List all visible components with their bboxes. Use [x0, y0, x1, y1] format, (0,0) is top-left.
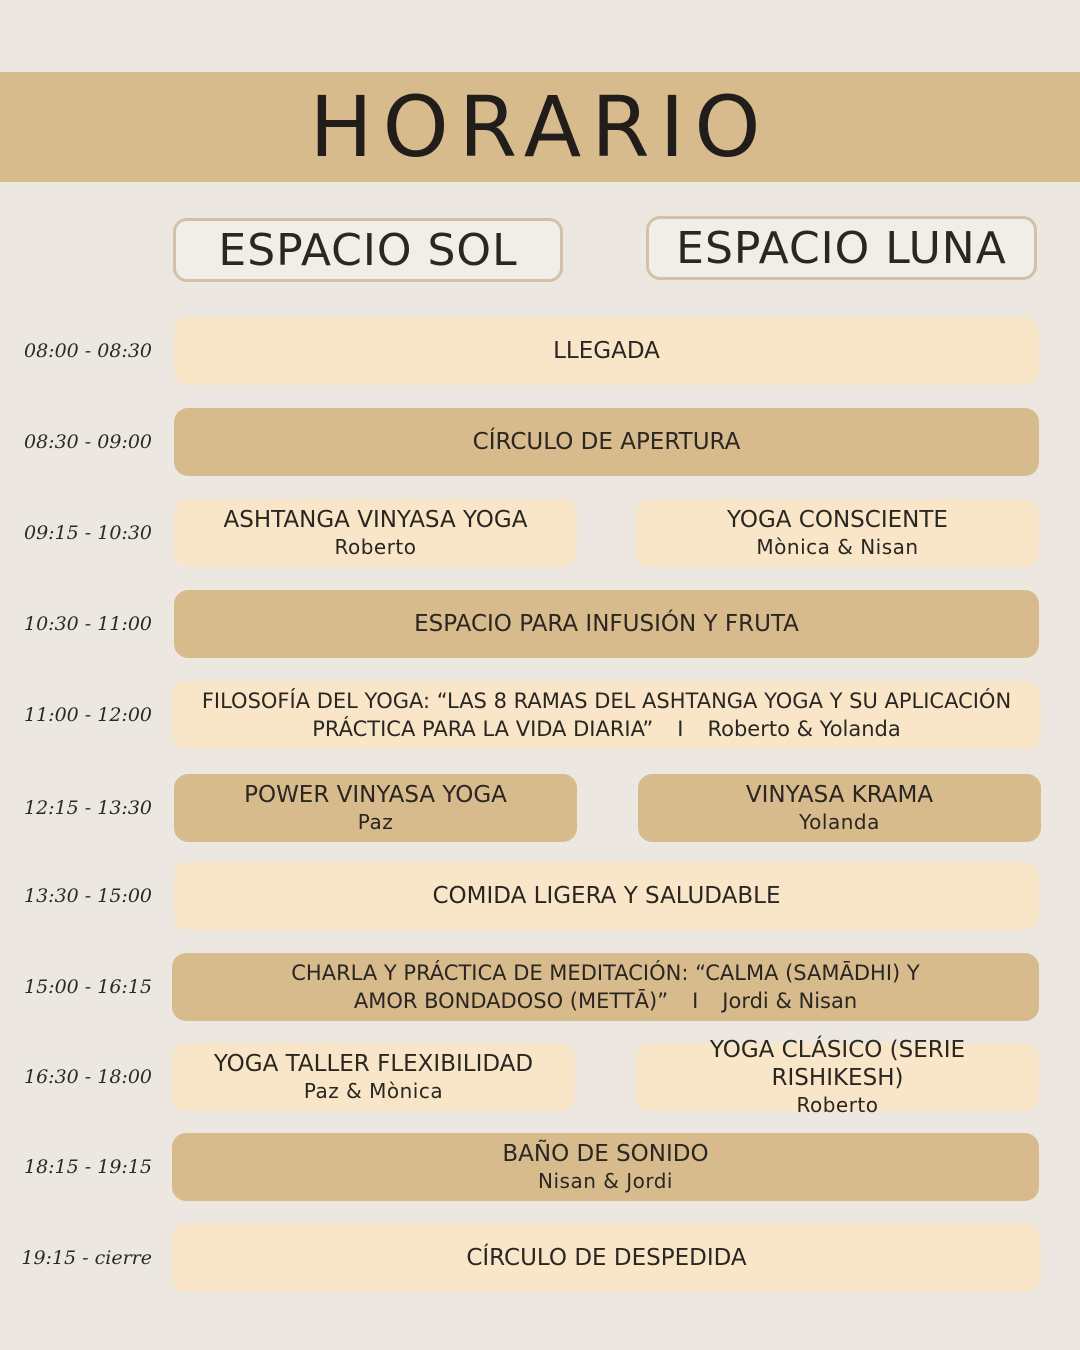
schedule-row — [0, 774, 1080, 842]
event-block — [174, 408, 1039, 476]
event-host: Roberto — [796, 1093, 879, 1117]
event-block — [172, 1133, 1039, 1201]
event-host: Mònica & Nisan — [756, 535, 919, 559]
event-block — [174, 590, 1039, 658]
schedule-row — [0, 862, 1080, 930]
separator: I — [677, 717, 684, 741]
event-title: CÍRCULO DE DESPEDIDA — [466, 1245, 747, 1271]
event-description-line1: CHARLA Y PRÁCTICA DE MEDITACIÓN: “CALMA (SAMĀDHI) Y — [291, 961, 920, 985]
event-host: Jordi & Nisan — [722, 989, 858, 1013]
event-title: YOGA CLÁSICO (SERIE RISHIKESH) — [709, 1037, 966, 1091]
event-host: Nisan & Jordi — [538, 1169, 673, 1193]
event-title: ESPACIO PARA INFUSIÓN Y FRUTA — [414, 611, 799, 637]
time-label: 19:15 - cierre — [21, 1247, 152, 1269]
event-block-sol — [174, 499, 577, 567]
space-sol-header: ESPACIO SOL — [173, 218, 563, 282]
time-label: 11:00 - 12:00 — [23, 704, 152, 726]
event-block — [172, 953, 1039, 1021]
schedule-row — [0, 317, 1080, 385]
event-host: Paz — [357, 810, 394, 834]
event-host: Roberto — [334, 535, 417, 559]
event-host: Paz & Mònica — [303, 1079, 444, 1103]
schedule-row — [0, 1224, 1080, 1292]
event-description-line1: FILOSOFÍA DEL YOGA: “LAS 8 RAMAS DEL ASHTANGA YOGA Y SU APLICACIÓN — [201, 689, 1012, 713]
schedule-row — [0, 1037, 1080, 1117]
schedule-row — [0, 408, 1080, 476]
schedule-row — [0, 681, 1080, 749]
time-label: 10:30 - 11:00 — [23, 613, 152, 635]
schedule-row — [0, 499, 1080, 567]
event-block — [172, 1224, 1041, 1292]
event-block-luna — [636, 1037, 1039, 1117]
event-title: ASHTANGA VINYASA YOGA — [223, 507, 528, 533]
event-block-luna — [636, 499, 1039, 567]
event-block — [174, 317, 1039, 385]
event-description-text: AMOR BONDADOSO (METTĀ)” — [353, 989, 669, 1013]
time-label: 13:30 - 15:00 — [23, 885, 152, 907]
event-host: Roberto & Yolanda — [707, 717, 901, 741]
event-host: Yolanda — [799, 810, 880, 834]
header-banner — [0, 72, 1080, 182]
schedule-row — [0, 953, 1080, 1021]
schedule-row — [0, 1133, 1080, 1201]
event-title: VINYASA KRAMA — [745, 782, 934, 808]
time-label: 09:15 - 10:30 — [23, 522, 152, 544]
event-title: BAÑO DE SONIDO — [502, 1141, 709, 1167]
event-block-luna — [638, 774, 1041, 842]
event-title: POWER VINYASA YOGA — [244, 782, 507, 808]
time-label: 16:30 - 18:00 — [23, 1066, 152, 1088]
page-title: HORARIO — [309, 78, 771, 176]
event-description-line2 — [354, 987, 857, 1015]
time-label: 12:15 - 13:30 — [23, 797, 152, 819]
schedule-row — [0, 590, 1080, 658]
time-label: 18:15 - 19:15 — [23, 1156, 152, 1178]
event-title: YOGA CONSCIENTE — [727, 507, 948, 533]
time-label: 15:00 - 16:15 — [23, 976, 152, 998]
time-label: 08:00 - 08:30 — [23, 340, 152, 362]
event-title: YOGA TALLER FLEXIBILIDAD — [213, 1051, 534, 1077]
event-block — [172, 681, 1041, 749]
event-description-line2 — [312, 715, 901, 743]
event-description-text: PRÁCTICA PARA LA VIDA DIARIA” — [312, 717, 654, 741]
separator: I — [692, 989, 699, 1013]
event-block-sol — [174, 774, 577, 842]
event-title: CÍRCULO DE APERTURA — [472, 429, 741, 455]
time-label: 08:30 - 09:00 — [23, 431, 152, 453]
event-block-sol — [172, 1043, 575, 1111]
space-luna-header: ESPACIO LUNA — [646, 216, 1037, 280]
event-title: LLEGADA — [553, 338, 660, 364]
event-title: COMIDA LIGERA Y SALUDABLE — [432, 883, 781, 909]
event-block — [174, 862, 1039, 930]
